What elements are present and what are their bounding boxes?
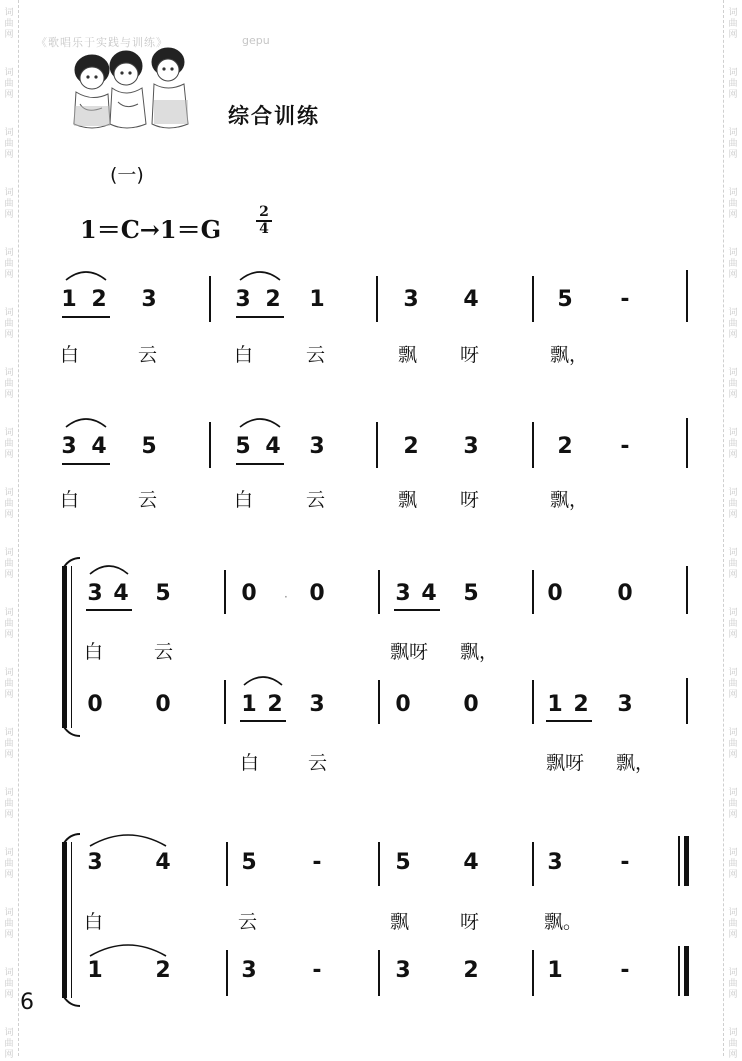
- barline: [532, 950, 534, 996]
- note: -: [620, 434, 630, 459]
- watermark-stamp: 词 曲 网: [728, 788, 738, 820]
- note: 3: [395, 958, 411, 983]
- barline: [376, 276, 378, 322]
- note: 2: [557, 434, 573, 459]
- note: 5: [141, 434, 157, 459]
- barline: [209, 422, 211, 468]
- barline: [378, 680, 380, 724]
- slur: [64, 415, 108, 429]
- barline: [224, 570, 226, 614]
- watermark-stamp: 词 曲 网: [4, 128, 14, 160]
- slur: [88, 940, 168, 958]
- children-illustration: [62, 44, 202, 134]
- note: 3: [309, 434, 325, 459]
- dot-mark: ·: [284, 590, 288, 604]
- lyric: 白: [60, 344, 80, 366]
- slur: [64, 268, 108, 282]
- note: 3: [309, 692, 325, 717]
- lyric: 白: [234, 344, 254, 366]
- barline: [532, 842, 534, 886]
- final-barline-thin: [678, 946, 680, 996]
- barline: [532, 422, 534, 468]
- lyric: 呀: [460, 911, 480, 933]
- lyric: 云: [306, 489, 326, 511]
- slur: [242, 673, 284, 687]
- lyric: 呀: [460, 344, 480, 366]
- note: 0: [547, 581, 563, 606]
- lyric: 飘: [390, 911, 410, 933]
- lyric: 白: [240, 752, 260, 774]
- note: 0: [395, 692, 411, 717]
- underline: [546, 720, 592, 722]
- barline: [686, 270, 688, 322]
- lyric: 呀: [460, 489, 480, 511]
- lyric: 云: [154, 641, 174, 663]
- underline: [394, 609, 440, 611]
- note: 1: [547, 958, 563, 983]
- note: -: [620, 850, 630, 875]
- slur: [238, 268, 282, 282]
- bracket-hook-bottom: [62, 996, 82, 1008]
- underline: [236, 463, 284, 465]
- note: 4: [91, 434, 107, 459]
- lyric: 云: [238, 911, 258, 933]
- watermark-stamp: 词 曲 网: [4, 68, 14, 100]
- note: 2: [573, 692, 589, 717]
- note: 3: [617, 692, 633, 717]
- note: 4: [463, 850, 479, 875]
- underline: [236, 316, 284, 318]
- barline: [532, 680, 534, 724]
- barline: [378, 570, 380, 614]
- final-barline-thin: [678, 836, 680, 886]
- watermark-stamp: 词 曲 网: [4, 908, 14, 940]
- watermark-stamp: 词 曲 网: [728, 548, 738, 580]
- watermark-stamp: 词 曲 网: [4, 1028, 14, 1060]
- lyric: 白: [84, 911, 104, 933]
- system-bracket-thin: [71, 842, 72, 998]
- watermark-stamp: 词 曲 网: [4, 548, 14, 580]
- watermark-stamp: 词 曲 网: [4, 428, 14, 460]
- watermark-stamp: 词 曲 网: [4, 788, 14, 820]
- lyric: 飘，: [550, 344, 589, 366]
- note: 3: [463, 434, 479, 459]
- barline: [376, 422, 378, 468]
- final-barline-thick: [684, 946, 689, 996]
- note: 1: [87, 958, 103, 983]
- left-watermark-strip: [0, 0, 19, 1060]
- lyric: 飘。: [544, 911, 583, 933]
- right-watermark-strip: [723, 0, 742, 1060]
- lyric: 飘，: [550, 489, 589, 511]
- watermark-stamp: 词 曲 网: [728, 908, 738, 940]
- note: 3: [403, 287, 419, 312]
- watermark-stamp: 词 曲 网: [728, 128, 738, 160]
- barline: [378, 842, 380, 886]
- note: 4: [421, 581, 437, 606]
- lyric: 白: [84, 641, 104, 663]
- watermark-stamp: 词 曲 网: [4, 8, 14, 40]
- bracket-hook-top: [62, 832, 82, 844]
- bracket-hook-bottom: [62, 726, 82, 738]
- watermark-stamp: 词 曲 网: [728, 188, 738, 220]
- lyric: 云: [138, 344, 158, 366]
- final-barline-thick: [684, 836, 689, 886]
- note: 2: [463, 958, 479, 983]
- system-bracket: [62, 842, 67, 998]
- lyric: 白: [60, 489, 80, 511]
- note: 2: [91, 287, 107, 312]
- note: 5: [463, 581, 479, 606]
- watermark-stamp: 词 曲 网: [728, 248, 738, 280]
- slur: [88, 562, 130, 576]
- watermark-stamp: 词 曲 网: [4, 968, 14, 1000]
- watermark-stamp: 词 曲 网: [4, 728, 14, 760]
- time-signature: [256, 205, 272, 237]
- watermark-stamp: 词 曲 网: [728, 1028, 738, 1060]
- note: 0: [155, 692, 171, 717]
- watermark-stamp: 词 曲 网: [4, 308, 14, 340]
- watermark-stamp: 词 曲 网: [728, 308, 738, 340]
- note: 3: [87, 850, 103, 875]
- note: -: [312, 958, 322, 983]
- underline: [240, 720, 286, 722]
- lyric: 云: [306, 344, 326, 366]
- lyric: 飘，: [616, 752, 655, 774]
- barline: [378, 950, 380, 996]
- lyric: 云: [308, 752, 328, 774]
- barline: [224, 680, 226, 724]
- watermark-stamp: 词 曲 网: [4, 488, 14, 520]
- lyric: 飘: [398, 344, 418, 366]
- watermark-stamp: 词 曲 网: [728, 728, 738, 760]
- note: 5: [235, 434, 251, 459]
- note: -: [312, 850, 322, 875]
- watermark-stamp: 词 曲 网: [728, 668, 738, 700]
- barline: [686, 418, 688, 468]
- note: 3: [241, 958, 257, 983]
- barline: [686, 678, 688, 724]
- watermark-stamp: 词 曲 网: [728, 968, 738, 1000]
- note: 2: [265, 287, 281, 312]
- slur: [88, 830, 168, 848]
- note: 5: [241, 850, 257, 875]
- note: 3: [235, 287, 251, 312]
- system-bracket-thin: [71, 566, 72, 728]
- header-book-title: 《歌唱乐于实践与训练》: [36, 36, 168, 49]
- note: 0: [241, 581, 257, 606]
- lyric: 飘呀: [546, 752, 585, 774]
- bracket-hook-top: [62, 556, 82, 568]
- watermark-stamp: 词 曲 网: [4, 248, 14, 280]
- underline: [62, 316, 110, 318]
- watermark-stamp: 词 曲 网: [728, 8, 738, 40]
- time-signature-top: 2: [256, 205, 272, 222]
- page-title: 综合训练: [228, 104, 320, 128]
- note: 1: [309, 287, 325, 312]
- watermark-stamp: 词 曲 网: [728, 608, 738, 640]
- slur: [238, 415, 282, 429]
- watermark-stamp: 词 曲 网: [4, 608, 14, 640]
- note: 5: [395, 850, 411, 875]
- note: 4: [463, 287, 479, 312]
- note: 0: [617, 581, 633, 606]
- note: 3: [87, 581, 103, 606]
- section-number: (一): [110, 164, 144, 186]
- watermark-stamp: 词 曲 网: [728, 848, 738, 880]
- watermark-stamp: 词 曲 网: [728, 488, 738, 520]
- barline: [532, 276, 534, 322]
- note: 4: [155, 850, 171, 875]
- lyric: 飘呀: [390, 641, 429, 663]
- note: 0: [463, 692, 479, 717]
- barline: [209, 276, 211, 322]
- note: 1: [241, 692, 257, 717]
- header-site-mark: gepu: [242, 34, 270, 47]
- barline: [226, 842, 228, 886]
- barline: [226, 950, 228, 996]
- note: 2: [267, 692, 283, 717]
- underline: [86, 609, 132, 611]
- watermark-stamp: 词 曲 网: [4, 188, 14, 220]
- lyric: 云: [138, 489, 158, 511]
- note: 4: [113, 581, 129, 606]
- barline: [686, 566, 688, 614]
- note: 2: [403, 434, 419, 459]
- watermark-stamp: 词 曲 网: [728, 368, 738, 400]
- note: 3: [61, 434, 77, 459]
- watermark-stamp: 词 曲 网: [728, 68, 738, 100]
- system-bracket: [62, 566, 67, 728]
- note: 2: [155, 958, 171, 983]
- note: 3: [547, 850, 563, 875]
- note: 4: [265, 434, 281, 459]
- key-signature: 1＝C→1＝G: [80, 215, 222, 244]
- page-number: 6: [20, 990, 34, 1015]
- note: 1: [61, 287, 77, 312]
- note: 5: [557, 287, 573, 312]
- lyric: 飘，: [460, 641, 499, 663]
- time-signature-bottom: 4: [259, 221, 269, 237]
- note: -: [620, 958, 630, 983]
- barline: [532, 570, 534, 614]
- note: 3: [395, 581, 411, 606]
- watermark-stamp: 词 曲 网: [4, 368, 14, 400]
- lyric: 白: [234, 489, 254, 511]
- lyric: 飘: [398, 489, 418, 511]
- note: 0: [309, 581, 325, 606]
- watermark-stamp: 词 曲 网: [4, 848, 14, 880]
- watermark-stamp: 词 曲 网: [728, 428, 738, 460]
- underline: [62, 463, 110, 465]
- watermark-stamp: 词 曲 网: [4, 668, 14, 700]
- note: 3: [141, 287, 157, 312]
- note: 0: [87, 692, 103, 717]
- note: -: [620, 287, 630, 312]
- note: 1: [547, 692, 563, 717]
- note: 5: [155, 581, 171, 606]
